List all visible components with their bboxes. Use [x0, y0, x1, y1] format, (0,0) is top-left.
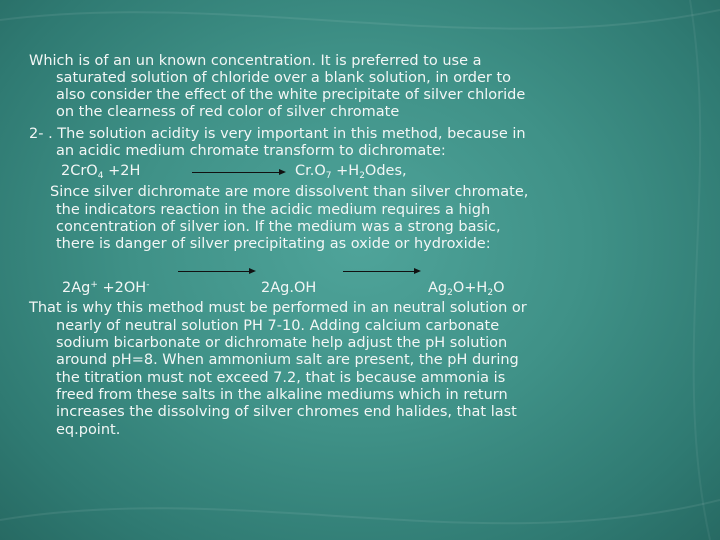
item2-line-1: [29, 126, 526, 143]
item2-line-2: an acidic medium chromate transform to dichromate:: [56, 143, 446, 159]
equation2-arrow-2: [343, 271, 419, 272]
item2-marker: 2- .: [29, 126, 53, 142]
equation2-left: [62, 280, 149, 297]
eq1-left-b: +2H: [103, 163, 141, 179]
eq2-r2-sub: 2: [487, 288, 494, 298]
paragraph2-line-2: the indicators reaction in the acidic medium requires a high: [56, 202, 491, 218]
eq1-right-c: Odes,: [364, 163, 407, 179]
paragraph1-line-3: also consider the effect of the white precipitate of silver chloride: [56, 87, 526, 103]
eq2-a1-sup: +: [90, 280, 98, 290]
paragraph3-line-1: That is why this method must be performed in an neutral solution or: [29, 300, 527, 316]
paragraph2-line-1: Since silver dichromate are more dissolvent than silver chromate,: [50, 184, 529, 200]
item2-text: The solution acidity is very important in this method, because in: [52, 126, 526, 142]
paragraph2-line-3: concentration of silver ion. If the medium was a strong basic,: [56, 219, 501, 235]
paragraph3-line-4: around pH=8. When ammonium salt are present, the pH during: [56, 352, 519, 368]
paragraph3-line-7: increases the dissolving of silver chromes end halides, that last: [56, 404, 517, 420]
paragraph3-line-2: nearly of neutral solution PH 7-10. Adding calcium carbonate: [56, 318, 500, 334]
eq1-right-a: Cr.O: [295, 163, 326, 179]
eq2-r3: O: [493, 280, 505, 296]
eq2-a2: +2OH: [97, 280, 147, 296]
eq1-right-a-sub: 7: [325, 171, 332, 181]
paragraph3-line-5: the titration must not exceed 7.2, that is because ammonia is: [56, 370, 506, 386]
equation2-right: [428, 280, 504, 297]
paragraph1-line-1: Which is of an un known concentration. It is preferred to use a: [29, 53, 482, 69]
paragraph1-line-4: on the clearness of red color of silver chromate: [56, 104, 400, 120]
eq2-a2-sup: -: [146, 280, 150, 290]
equation2-arrow-1: [178, 271, 254, 272]
equation1-left: [61, 163, 140, 180]
paragraph3-line-3: sodium bicarbonate or dichromate help adjust the pH solution: [56, 335, 508, 351]
eq2-r1-sub: 2: [447, 288, 453, 298]
eq1-right-b-sub: 2: [359, 171, 365, 181]
eq2-r1: Ag: [428, 280, 448, 296]
eq1-right-b: +H: [331, 163, 360, 179]
paragraph2-line-4: there is danger of silver precipitating as oxide or hydroxide:: [56, 236, 491, 252]
equation1-arrow: [192, 172, 284, 173]
paragraph1-line-2: saturated solution of chloride over a blank solution, in order to: [56, 70, 512, 86]
equation2-mid: 2Ag.OH: [261, 280, 317, 296]
equation1-right: [295, 163, 407, 180]
paragraph3-line-8: eq.point.: [56, 422, 121, 438]
eq2-r2: O+H: [452, 280, 488, 296]
eq1-left-a: 2CrO: [61, 163, 98, 179]
eq2-a1: 2Ag: [62, 280, 91, 296]
paragraph3-line-6: freed from these salts in the alkaline mediums which in return: [56, 387, 508, 403]
eq1-left-a-sub: 4: [97, 171, 104, 181]
